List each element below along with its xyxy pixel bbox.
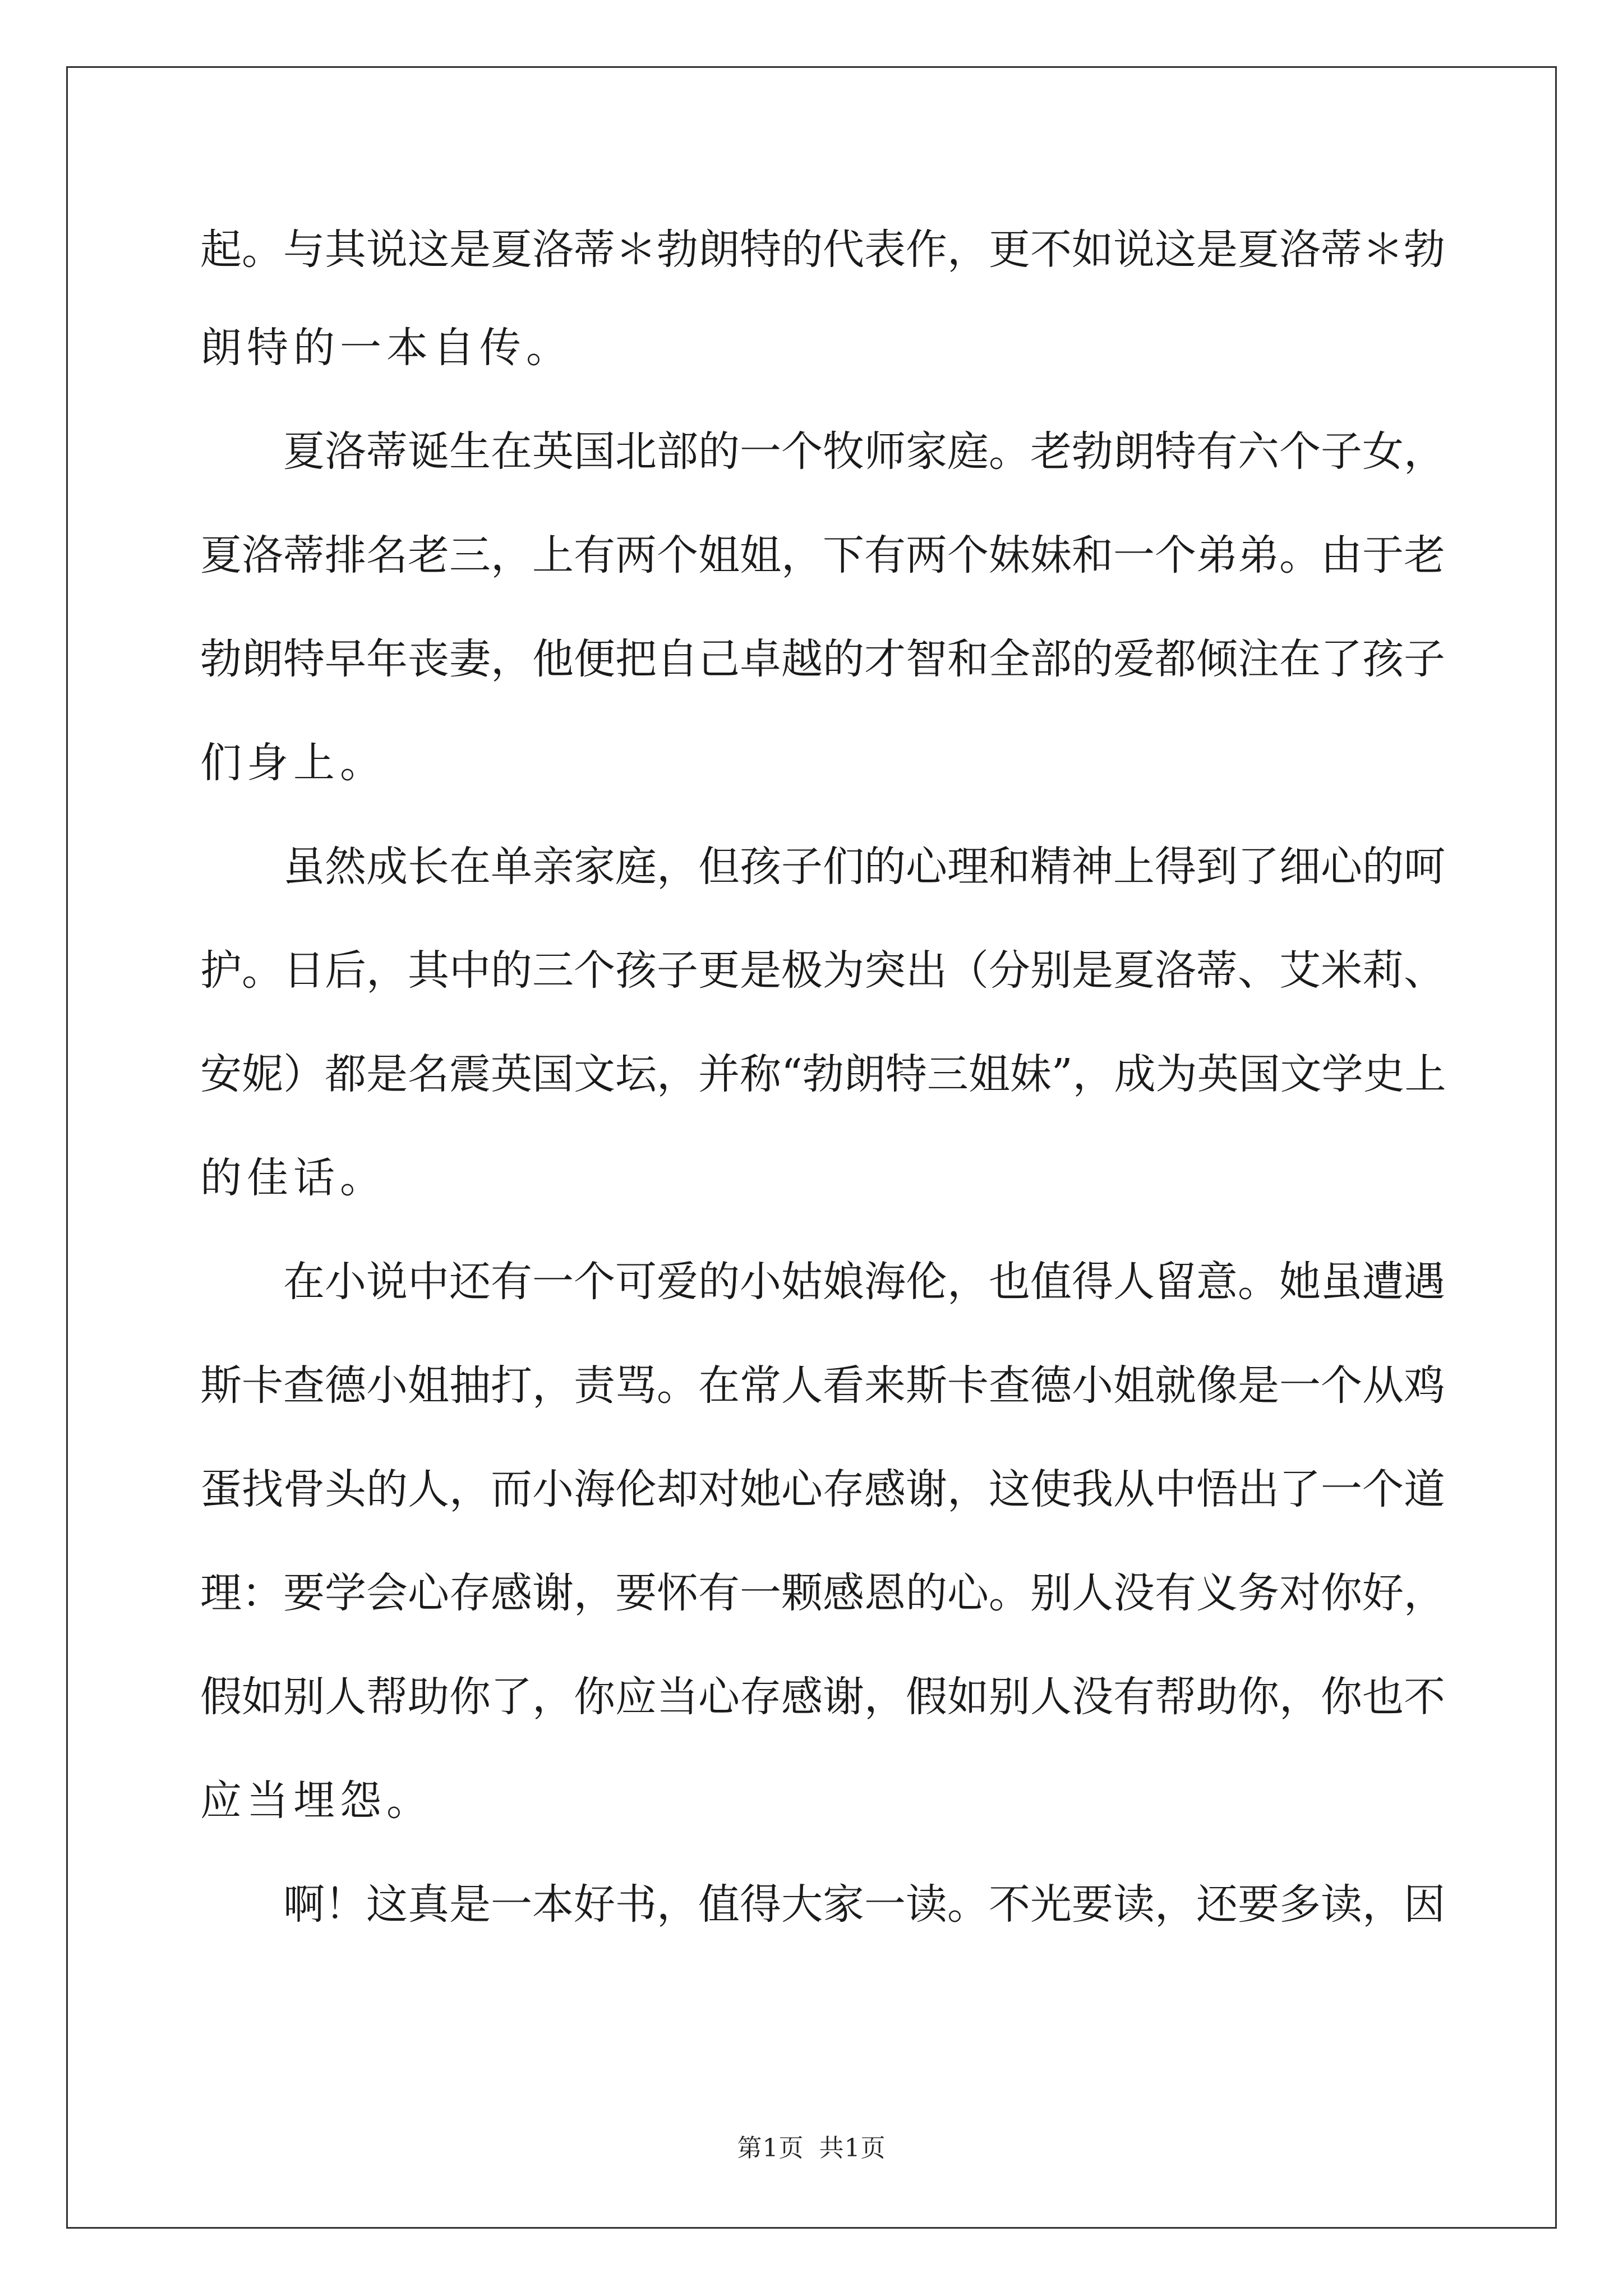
text-line: 夏洛蒂排名老三，上有两个姐姐，下有两个妹妹和一个弟弟。由于老 (200, 531, 1445, 579)
text-line: 蛋找骨头的人，而小海伦却对她心存感谢，这使我从中悟出了一个道 (200, 1465, 1445, 1513)
text-line: 的佳话。 (200, 1154, 386, 1202)
text-line: 假如别人帮助你了，你应当心存感谢，假如别人没有帮助你，你也不 (200, 1673, 1445, 1721)
text-line: 虽然成长在单亲家庭，但孩子们的心理和精神上得到了细心的呵 (283, 843, 1445, 891)
text-line: 勃朗特早年丧妻，他便把自己卓越的才智和全部的爱都倾注在了孩子 (200, 635, 1445, 683)
text-line: 夏洛蒂诞生在英国北部的一个牧师家庭。老勃朗特有六个子女， (283, 427, 1445, 476)
page-number: 第1页 (737, 2134, 804, 2162)
text-line: 朗特的一本自传。 (200, 324, 573, 372)
text-line: 在小说中还有一个可爱的小姑娘海伦，也值得人留意。她虽遭遇 (283, 1258, 1445, 1306)
text-line: 理：要学会心存感谢，要怀有一颗感恩的心。别人没有义务对你好， (200, 1569, 1445, 1617)
text-line: 护。日后，其中的三个孩子更是极为突出（分别是夏洛蒂、艾米莉、 (200, 946, 1445, 995)
text-line: 安妮）都是名震英国文坛，并称“勃朗特三姐妹”，成为英国文学史上 (200, 1050, 1446, 1098)
page-total: 共1页 (819, 2134, 886, 2162)
text-line: 斯卡查德小姐抽打，责骂。在常人看来斯卡查德小姐就像是一个从鸡 (200, 1361, 1445, 1410)
page-footer (0, 2132, 1623, 2165)
text-line: 应当埋怨。 (200, 1777, 433, 1825)
text-line: 起。与其说这是夏洛蒂＊勃朗特的代表作，更不如说这是夏洛蒂＊勃 (200, 226, 1445, 274)
text-line: 们身上。 (200, 739, 386, 787)
text-line: 啊！这真是一本好书，值得大家一读。不光要读，还要多读，因 (283, 1880, 1445, 1929)
